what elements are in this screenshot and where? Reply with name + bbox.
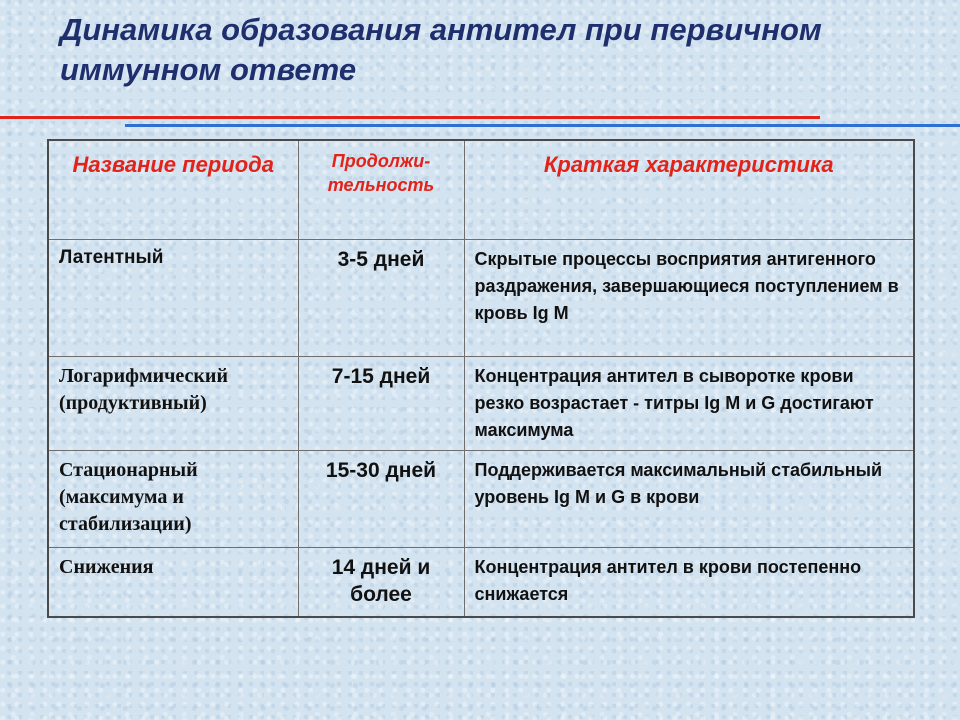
header-duration: Продолжи-тельность [298,140,464,239]
period-name-cell: Латентный [48,239,298,356]
slide-title: Динамика образования антител при первичном иммунном ответе [60,12,822,87]
duration-cell: 14 дней и более [298,547,464,617]
table-row [48,450,914,547]
header-characteristic: Краткая характеристика [464,140,914,239]
table-header-row [48,140,914,239]
description-cell: Скрытые процессы восприятия антигенного раздражения, завершающиеся поступлением в кровь Ig M [464,239,914,356]
table-row [48,356,914,450]
description-cell: Концентрация антител в крови постепенно снижается [464,547,914,617]
duration-cell: 3-5 дней [298,239,464,356]
period-name-cell: Снижения [48,547,298,617]
duration-cell: 15-30 дней [298,450,464,547]
immune-response-table [47,139,915,618]
duration-cell: 7-15 дней [298,356,464,450]
description-cell: Концентрация антител в сыворотке крови резко возрастает - титры Ig M и G достигают максимума [464,356,914,450]
blue-divider-line [125,124,960,127]
table-row [48,239,914,356]
header-period-name: Название периода [48,140,298,239]
description-cell: Поддерживается максимальный стабильный уровень Ig M и G в крови [464,450,914,547]
period-name-cell: Стационарный (максимума и стабилизации) [48,450,298,547]
period-name-cell: Логарифмический (продуктивный) [48,356,298,450]
table-row [48,547,914,617]
red-divider-line [0,116,820,119]
